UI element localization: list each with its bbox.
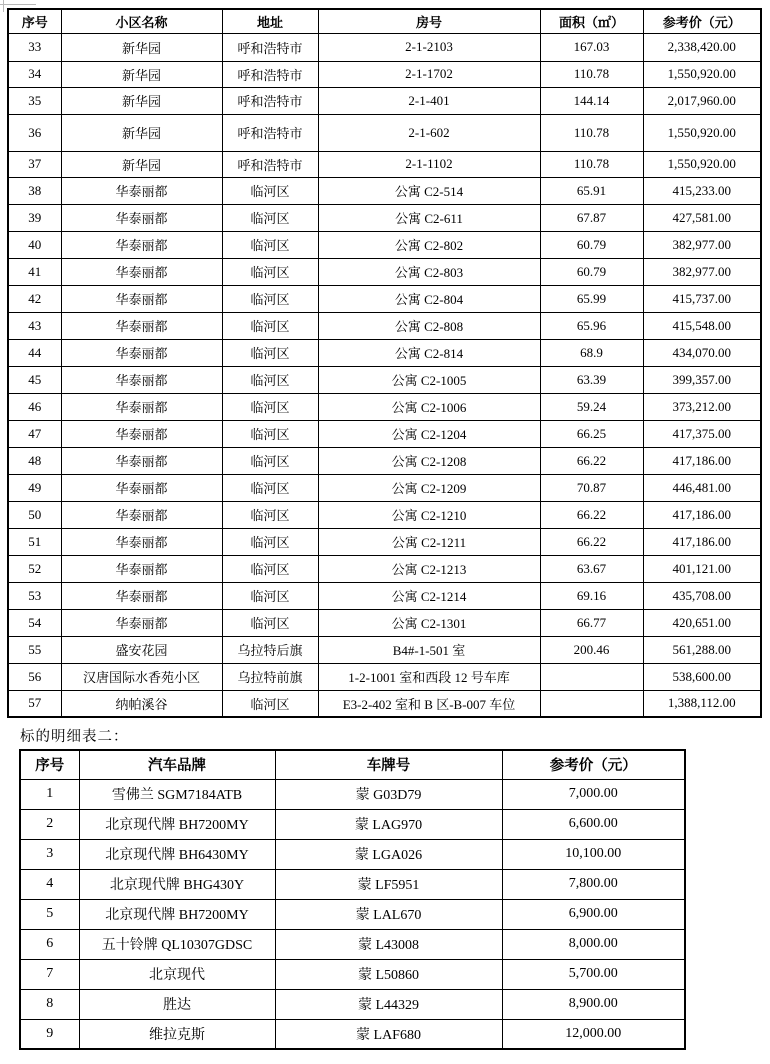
table-row: [8, 177, 761, 204]
table-cell: 1: [20, 779, 79, 809]
table2-caption: 标的明细表二：: [20, 729, 129, 745]
table-cell: 60.79: [540, 258, 643, 285]
table-row: [20, 1019, 685, 1049]
table-cell: 65.91: [540, 177, 643, 204]
table-cell: 382,977.00: [643, 231, 761, 258]
table-cell: 盛安花园: [61, 636, 222, 663]
table-cell: 417,186.00: [643, 501, 761, 528]
column-header: 面积（㎡）: [540, 9, 643, 33]
table-row: [8, 231, 761, 258]
table-cell: 417,375.00: [643, 420, 761, 447]
table-cell: 公寓 C2-1006: [318, 393, 540, 420]
real-estate-table-body: [8, 33, 761, 717]
table-cell: 雪佛兰 SGM7184ATB: [79, 779, 275, 809]
table-cell: 2-1-1102: [318, 151, 540, 177]
table-cell: 3: [20, 839, 79, 869]
table-cell: 公寓 C2-804: [318, 285, 540, 312]
table-cell: 华泰丽都: [61, 312, 222, 339]
table-cell: 7: [20, 959, 79, 989]
table-cell: 公寓 C2-1208: [318, 447, 540, 474]
table-cell: 呼和浩特市: [222, 61, 318, 87]
table-cell: 华泰丽都: [61, 285, 222, 312]
table-row: [20, 869, 685, 899]
table-cell: 51: [8, 528, 61, 555]
table-cell: 66.22: [540, 528, 643, 555]
table-cell: 华泰丽都: [61, 528, 222, 555]
real-estate-table: [7, 8, 762, 718]
table-cell: 8,900.00: [502, 989, 685, 1019]
column-header: 参考价（元）: [643, 9, 761, 33]
table-row: [8, 204, 761, 231]
table-cell: 7,000.00: [502, 779, 685, 809]
table-cell: 北京现代: [79, 959, 275, 989]
table-cell: 临河区: [222, 582, 318, 609]
table-row: [8, 339, 761, 366]
table-cell: 50: [8, 501, 61, 528]
table-cell: 56: [8, 663, 61, 690]
table-cell: 65.99: [540, 285, 643, 312]
table-cell: 公寓 C2-1204: [318, 420, 540, 447]
table-cell: 新华园: [61, 114, 222, 151]
table-cell: 5: [20, 899, 79, 929]
table-cell: 蒙 L43008: [275, 929, 502, 959]
table-cell: 12,000.00: [502, 1019, 685, 1049]
table-cell: 110.78: [540, 151, 643, 177]
table-cell: 临河区: [222, 501, 318, 528]
table-row: [8, 663, 761, 690]
table-cell: 49: [8, 474, 61, 501]
table-cell: 呼和浩特市: [222, 151, 318, 177]
table-cell: 55: [8, 636, 61, 663]
table-cell: 公寓 C2-803: [318, 258, 540, 285]
table-cell: 68.9: [540, 339, 643, 366]
table-cell: 44: [8, 339, 61, 366]
table-cell: 临河区: [222, 528, 318, 555]
table-row: [8, 87, 761, 114]
table-cell: 2-1-602: [318, 114, 540, 151]
table-cell: 36: [8, 114, 61, 151]
table-cell: 446,481.00: [643, 474, 761, 501]
table-cell: 新华园: [61, 87, 222, 114]
table-row: [20, 899, 685, 929]
table-cell: 蒙 LAL670: [275, 899, 502, 929]
table-cell: 35: [8, 87, 61, 114]
column-header: 地址: [222, 9, 318, 33]
table-cell: 200.46: [540, 636, 643, 663]
table-cell: 63.39: [540, 366, 643, 393]
table-cell: 2: [20, 809, 79, 839]
table-cell: 华泰丽都: [61, 204, 222, 231]
table-row: [8, 501, 761, 528]
table-cell: 临河区: [222, 447, 318, 474]
table-cell: 37: [8, 151, 61, 177]
table-cell: 临河区: [222, 690, 318, 717]
table-cell: 公寓 C2-1210: [318, 501, 540, 528]
table-row: [20, 929, 685, 959]
table-cell: 呼和浩特市: [222, 114, 318, 151]
table-row: [8, 447, 761, 474]
table-cell: 42: [8, 285, 61, 312]
table-cell: 公寓 C2-514: [318, 177, 540, 204]
table-cell: 蒙 LAF680: [275, 1019, 502, 1049]
table-row: [20, 959, 685, 989]
table-cell: 北京现代牌 BH7200MY: [79, 809, 275, 839]
table-cell: 47: [8, 420, 61, 447]
table-cell: 2-1-2103: [318, 33, 540, 61]
table-cell: 63.67: [540, 555, 643, 582]
table-cell: 华泰丽都: [61, 609, 222, 636]
table-row: [8, 393, 761, 420]
table-cell: 7,800.00: [502, 869, 685, 899]
table-cell: 北京现代牌 BHG430Y: [79, 869, 275, 899]
table-row: [8, 114, 761, 151]
table-cell: E3-2-402 室和 B 区-B-007 车位: [318, 690, 540, 717]
table-cell: 415,548.00: [643, 312, 761, 339]
table-cell: 临河区: [222, 177, 318, 204]
table-cell: 临河区: [222, 231, 318, 258]
table-cell: 华泰丽都: [61, 447, 222, 474]
table-header-row: [20, 750, 685, 779]
table-row: [8, 61, 761, 87]
table-row: [8, 636, 761, 663]
table-cell: 华泰丽都: [61, 555, 222, 582]
vehicle-table-header: [20, 750, 685, 779]
table-cell: 10,100.00: [502, 839, 685, 869]
table-cell: 59.24: [540, 393, 643, 420]
table-cell: 34: [8, 61, 61, 87]
table-cell: 43: [8, 312, 61, 339]
table-cell: 纳帕溪谷: [61, 690, 222, 717]
table-cell: 临河区: [222, 555, 318, 582]
table-cell: 临河区: [222, 393, 318, 420]
table-cell: 临河区: [222, 366, 318, 393]
table-cell: 110.78: [540, 61, 643, 87]
table-header-row: [8, 9, 761, 33]
table-cell: 427,581.00: [643, 204, 761, 231]
table-cell: 1-2-1001 室和西段 12 号车库: [318, 663, 540, 690]
table-cell: 33: [8, 33, 61, 61]
table-cell: 110.78: [540, 114, 643, 151]
table-cell: 2-1-1702: [318, 61, 540, 87]
table-cell: 呼和浩特市: [222, 87, 318, 114]
table-cell: 公寓 C2-1214: [318, 582, 540, 609]
table-cell: 415,737.00: [643, 285, 761, 312]
table-cell: 公寓 C2-611: [318, 204, 540, 231]
table-cell: 蒙 L44329: [275, 989, 502, 1019]
table-cell: 382,977.00: [643, 258, 761, 285]
table-cell: 65.96: [540, 312, 643, 339]
table-cell: 华泰丽都: [61, 366, 222, 393]
table-cell: 1,388,112.00: [643, 690, 761, 717]
table-cell: 70.87: [540, 474, 643, 501]
table-cell: 乌拉特前旗: [222, 663, 318, 690]
table-cell: 新华园: [61, 151, 222, 177]
table-cell: 66.77: [540, 609, 643, 636]
table-cell: 胜达: [79, 989, 275, 1019]
table-cell: 临河区: [222, 204, 318, 231]
table-cell: 52: [8, 555, 61, 582]
table-row: [20, 989, 685, 1019]
table-cell: 1,550,920.00: [643, 114, 761, 151]
table-cell: 45: [8, 366, 61, 393]
column-header: 参考价（元）: [502, 750, 685, 779]
table-cell: 五十铃牌 QL10307GDSC: [79, 929, 275, 959]
table-cell: 435,708.00: [643, 582, 761, 609]
table-cell: 新华园: [61, 33, 222, 61]
table-row: [20, 839, 685, 869]
table-row: [20, 809, 685, 839]
table-cell: 66.25: [540, 420, 643, 447]
table-cell: B4#-1-501 室: [318, 636, 540, 663]
table-cell: 华泰丽都: [61, 501, 222, 528]
table-cell: 公寓 C2-1211: [318, 528, 540, 555]
vehicle-table: [19, 749, 686, 1050]
table-cell: 汉唐国际水香苑小区: [61, 663, 222, 690]
table-cell: 公寓 C2-1301: [318, 609, 540, 636]
table-cell: 538,600.00: [643, 663, 761, 690]
table-cell: 60.79: [540, 231, 643, 258]
table-row: [8, 609, 761, 636]
table-cell: 公寓 C2-814: [318, 339, 540, 366]
table-cell: 华泰丽都: [61, 339, 222, 366]
table-row: [8, 528, 761, 555]
table-row: [8, 151, 761, 177]
table-cell: 144.14: [540, 87, 643, 114]
table-cell: 54: [8, 609, 61, 636]
column-header: 序号: [8, 9, 61, 33]
table-cell: 1,550,920.00: [643, 151, 761, 177]
table-cell: 6: [20, 929, 79, 959]
table-cell: 华泰丽都: [61, 231, 222, 258]
table-row: [8, 312, 761, 339]
page-corner-mark-horizontal: [0, 4, 36, 5]
table-cell: 5,700.00: [502, 959, 685, 989]
table-cell: 临河区: [222, 420, 318, 447]
table-row: [8, 285, 761, 312]
real-estate-table-header: [8, 9, 761, 33]
table-row: [8, 555, 761, 582]
table-cell: 417,186.00: [643, 528, 761, 555]
table-cell: 公寓 C2-808: [318, 312, 540, 339]
table-cell: 8,000.00: [502, 929, 685, 959]
table-cell: 66.22: [540, 501, 643, 528]
table-row: [8, 582, 761, 609]
table-row: [8, 33, 761, 61]
table-cell: 临河区: [222, 285, 318, 312]
table-cell: 53: [8, 582, 61, 609]
table-cell: 420,651.00: [643, 609, 761, 636]
column-header: 汽车品牌: [79, 750, 275, 779]
table-cell: 399,357.00: [643, 366, 761, 393]
table-cell: 48: [8, 447, 61, 474]
vehicle-table-body: [20, 779, 685, 1049]
column-header: 小区名称: [61, 9, 222, 33]
table-cell: 8: [20, 989, 79, 1019]
table-cell: 华泰丽都: [61, 420, 222, 447]
table-cell: 401,121.00: [643, 555, 761, 582]
table-cell: 38: [8, 177, 61, 204]
table-cell: 蒙 L50860: [275, 959, 502, 989]
table-cell: 46: [8, 393, 61, 420]
table-cell: 2,338,420.00: [643, 33, 761, 61]
table-cell: 2,017,960.00: [643, 87, 761, 114]
table-cell: 434,070.00: [643, 339, 761, 366]
table-row: [8, 690, 761, 717]
table-cell: 417,186.00: [643, 447, 761, 474]
table-cell: 167.03: [540, 33, 643, 61]
table-cell: 华泰丽都: [61, 582, 222, 609]
table-cell: 临河区: [222, 609, 318, 636]
table-cell: 373,212.00: [643, 393, 761, 420]
table-cell: 蒙 LGA026: [275, 839, 502, 869]
table-cell: 呼和浩特市: [222, 33, 318, 61]
table-cell: 公寓 C2-1213: [318, 555, 540, 582]
table-cell: 6,600.00: [502, 809, 685, 839]
column-header: 车牌号: [275, 750, 502, 779]
table-cell: 57: [8, 690, 61, 717]
table-cell: 1,550,920.00: [643, 61, 761, 87]
table-cell: 蒙 LAG970: [275, 809, 502, 839]
table-cell: 9: [20, 1019, 79, 1049]
table-cell: 华泰丽都: [61, 177, 222, 204]
table-cell: 2-1-401: [318, 87, 540, 114]
table-cell: 蒙 G03D79: [275, 779, 502, 809]
table-cell: 蒙 LF5951: [275, 869, 502, 899]
table-row: [8, 420, 761, 447]
table-cell: 新华园: [61, 61, 222, 87]
table-cell: 40: [8, 231, 61, 258]
table-row: [8, 474, 761, 501]
table-cell: 公寓 C2-1005: [318, 366, 540, 393]
table-cell: 561,288.00: [643, 636, 761, 663]
table-cell: 乌拉特后旗: [222, 636, 318, 663]
table-cell: 北京现代牌 BH7200MY: [79, 899, 275, 929]
table-cell: 华泰丽都: [61, 258, 222, 285]
table-cell: 华泰丽都: [61, 474, 222, 501]
table-cell: 临河区: [222, 312, 318, 339]
table-cell: 华泰丽都: [61, 393, 222, 420]
table-cell: 维拉克斯: [79, 1019, 275, 1049]
table-cell: 公寓 C2-802: [318, 231, 540, 258]
table-row: [20, 779, 685, 809]
table-cell: 39: [8, 204, 61, 231]
column-header: 房号: [318, 9, 540, 33]
table-cell: 6,900.00: [502, 899, 685, 929]
table-row: [8, 258, 761, 285]
table-cell: 临河区: [222, 474, 318, 501]
table-cell: 69.16: [540, 582, 643, 609]
table-cell: 67.87: [540, 204, 643, 231]
table-cell: 4: [20, 869, 79, 899]
table-cell: 北京现代牌 BH6430MY: [79, 839, 275, 869]
table-cell: 41: [8, 258, 61, 285]
table-cell: [540, 663, 643, 690]
table-cell: 临河区: [222, 339, 318, 366]
table-cell: 66.22: [540, 447, 643, 474]
table-cell: 公寓 C2-1209: [318, 474, 540, 501]
column-header: 序号: [20, 750, 79, 779]
table-row: [8, 366, 761, 393]
page-corner-mark-vertical: [3, 0, 4, 12]
table-cell: [540, 690, 643, 717]
table-cell: 临河区: [222, 258, 318, 285]
table-cell: 415,233.00: [643, 177, 761, 204]
